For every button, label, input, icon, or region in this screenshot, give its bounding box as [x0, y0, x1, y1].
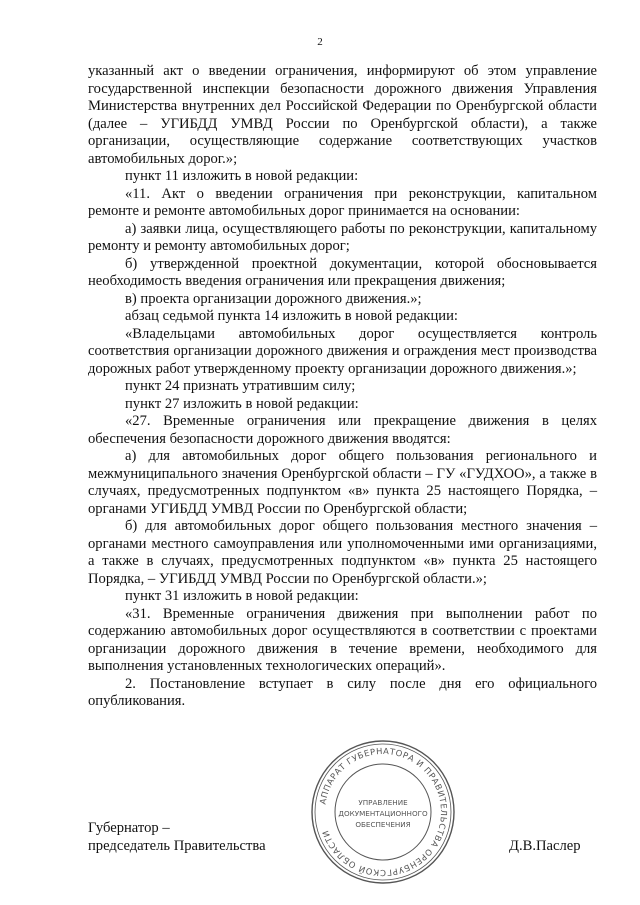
body-paragraph: указанный акт о введении ограничения, информируют об этом управление государственной инспекции безопасности дорожного движения Управления Министерства внутренних дел Российской Федерации по Оренбургской области (далее – УГИБДД УМВД России по Оренбургской области), а также организации, осуществляющие содержание соответствующих участков автомобильных дорог.»;: [88, 63, 597, 167]
body-paragraph: 2. Постановление вступает в силу после дня его официального опубликования.: [88, 675, 597, 709]
signatory-title-line: Губернатор –: [88, 820, 170, 836]
seal-center-line: УПРАВЛЕНИЕ: [358, 798, 408, 807]
signatory-name: Д.В.Паслер: [509, 838, 581, 854]
body-paragraph: «Владельцами автомобильных дорог осуществляется контроль соответствия организации дорожного движения и ограждения мест производства дорожных работ утвержденному проекту организации дорожного движения.»;: [88, 325, 597, 377]
body-paragraph: б) утвержденной проектной документации, которой обосновывается необходимость введения ограничения или прекращения движения;: [88, 255, 597, 289]
seal-center-line: ОБЕСПЕЧЕНИЯ: [355, 820, 411, 829]
page-number: 2: [317, 36, 323, 48]
body-paragraph: а) заявки лица, осуществляющего работы по реконструкции, капитальному ремонту и ремонту автомобильных дорог;: [88, 220, 597, 254]
body-paragraph: в) проекта организации дорожного движения.»;: [125, 290, 422, 307]
body-paragraph: «11. Акт о введении ограничения при реконструкции, капитальном ремонте и ремонте автомобильных дорог принимается на основании:: [88, 185, 597, 219]
body-paragraph: пункт 11 изложить в новой редакции:: [125, 168, 359, 184]
body-paragraph: абзац седьмой пункта 14 изложить в новой редакции:: [125, 308, 458, 324]
seal-ring-text: АППАРАТ ГУБЕРНАТОРА И ПРАВИТЕЛЬСТВА ОРЕНБУРГСКОЙ ОБЛАСТИ: [317, 745, 450, 879]
body-paragraph: пункт 24 признать утратившим силу;: [125, 378, 356, 394]
official-seal: [309, 738, 457, 886]
body-paragraph: а) для автомобильных дорог общего пользования регионального и межмуниципального значения Оренбургской области – ГУ «ГУДХОО», а также в случаях, предусмотренных подпунктом «в» пункта 25 настоящего Порядка, – органами УГИБДД УМВД России по Оренбургской области;: [88, 448, 597, 517]
body-paragraph: пункт 31 изложить в новой редакции:: [125, 588, 359, 604]
body-paragraph: пункт 27 изложить в новой редакции:: [125, 395, 359, 412]
signatory-title: [88, 820, 308, 855]
document-body: [88, 63, 597, 711]
seal-center-line: ДОКУМЕНТАЦИОННОГО: [338, 809, 428, 818]
body-paragraph: б) для автомобильных дорог общего пользования местного значения – органами местного самоуправления или уполномоченными ими организациями, а также в случаях, предусмотренных подпунктом «в» пункта 25 настоящего Порядка, – УГИБДД УМВД России по Оренбургской области.»;: [88, 518, 597, 587]
body-paragraph: «31. Временные ограничения движения при выполнении работ по содержанию автомобильных дорог осуществляются в соответствии с проектами организации дорожного движения в течение времени, необходимого для выполнения установленных технологических операций».: [88, 605, 597, 674]
signature-block: [0, 745, 640, 880]
body-paragraph: «27. Временные ограничения или прекращение движения в целях обеспечения безопасности дорожного движения вводятся:: [88, 413, 597, 447]
signatory-title-line: председатель Правительства: [88, 837, 266, 854]
